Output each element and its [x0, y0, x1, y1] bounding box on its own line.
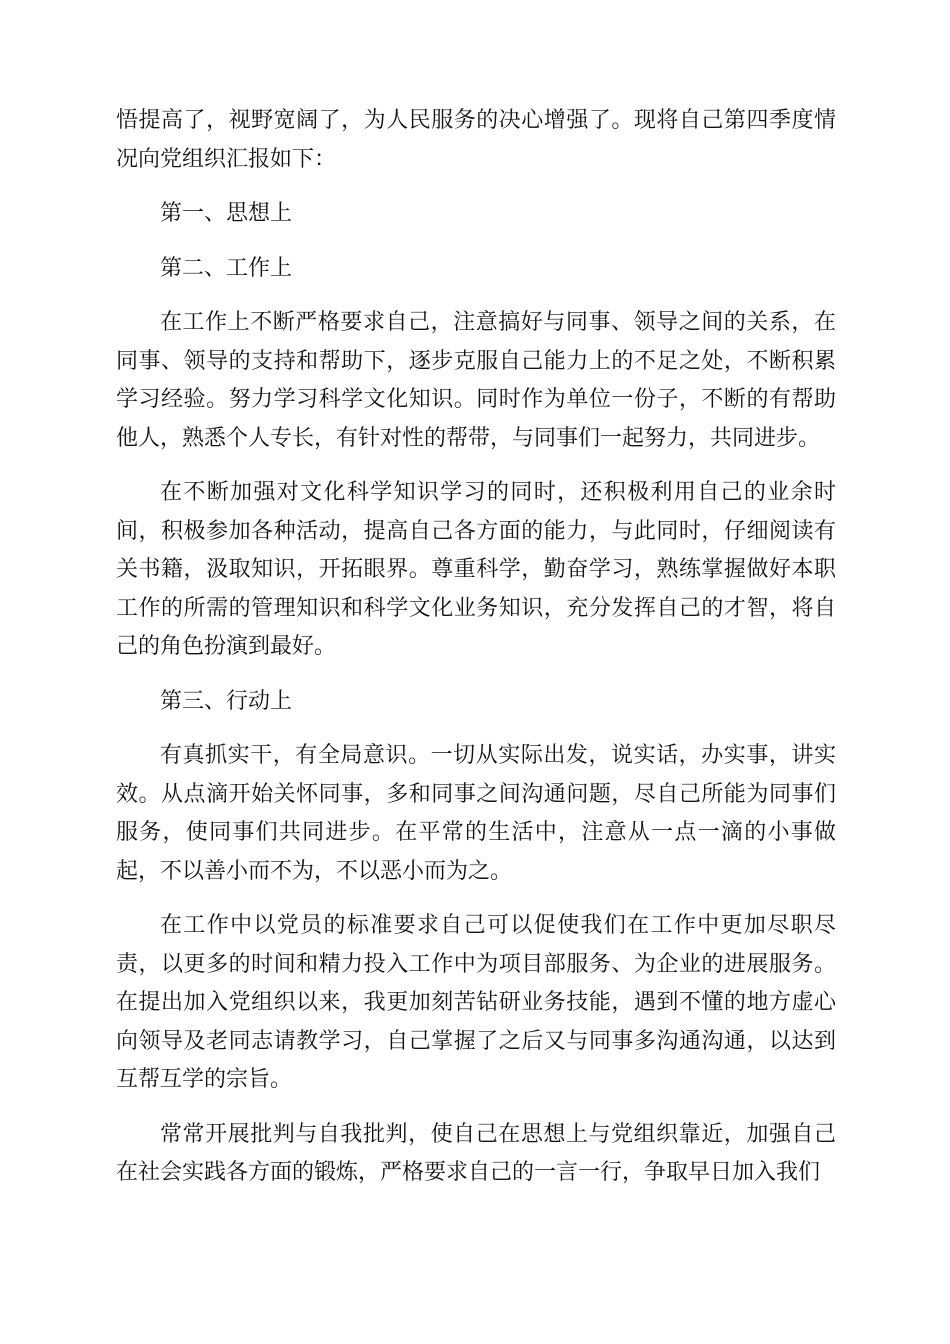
section-heading-action: 第三、行动上 — [160, 688, 293, 714]
paragraph-work-2: 在不断加强对文化科学知识学习的同时，还积极利用自己的业余时间，积极参加各种活动，提高自己各方面的能力，与此同时，仔细阅读有关书籍，汲取知识，开拓眼界。尊重科学，勤奋学习，熟练掌握做好本职工作的所需的管理知识和科学文化业务知识，充分发挥自己的才智，将自己的角色扮演到最好。 — [116, 480, 836, 659]
paragraph-intro: 悟提高了，视野宽阔了，为人民服务的决心增强了。现将自己第四季度情况向党组织汇报如下： — [116, 108, 836, 172]
document-page — [116, 102, 836, 1209]
paragraph-action-2: 在工作中以党员的标准要求自己可以促使我们在工作中更加尽职尽责，以更多的时间和精力投入工作中为项目部服务、为企业的进展服务。在提出加入党组织以来，我更加刻苦钻研业务技能，遇到不懂的地方虚心向领导及老同志请教学习，自己掌握了之后又与同事多沟通沟通，以达到互帮互学的宗旨。 — [116, 913, 836, 1092]
paragraph-work-1: 在工作上不断严格要求自己，注意搞好与同事、领导之间的关系，在同事、领导的支持和帮助下，逐步克服自己能力上的不足之处，不断积累学习经验。努力学习科学文化知识。同时作为单位一份子，不断的有帮助他人，熟悉个人专长，有针对性的帮带，与同事们一起努力，共同进步。 — [116, 310, 836, 451]
paragraph-action-1: 有真抓实干，有全局意识。一切从实际出发，说实话，办实事，讲实效。从点滴开始关怀同事，多和同事之间沟通问题，尽自己所能为同事们服务，使同事们共同进步。在平常的生活中，注意从一点一滴的小事做起，不以善小而不为，不以恶小而为之。 — [116, 743, 836, 884]
section-heading-thought: 第一、思想上 — [160, 201, 293, 226]
paragraph-action-3: 常常开展批判与自我批判，使自己在思想上与党组织靠近，加强自己在社会实践各方面的锻炼，严格要求自己的一言一行，争取早日加入我们 — [116, 1121, 836, 1185]
section-heading-work: 第二、工作上 — [160, 255, 293, 281]
